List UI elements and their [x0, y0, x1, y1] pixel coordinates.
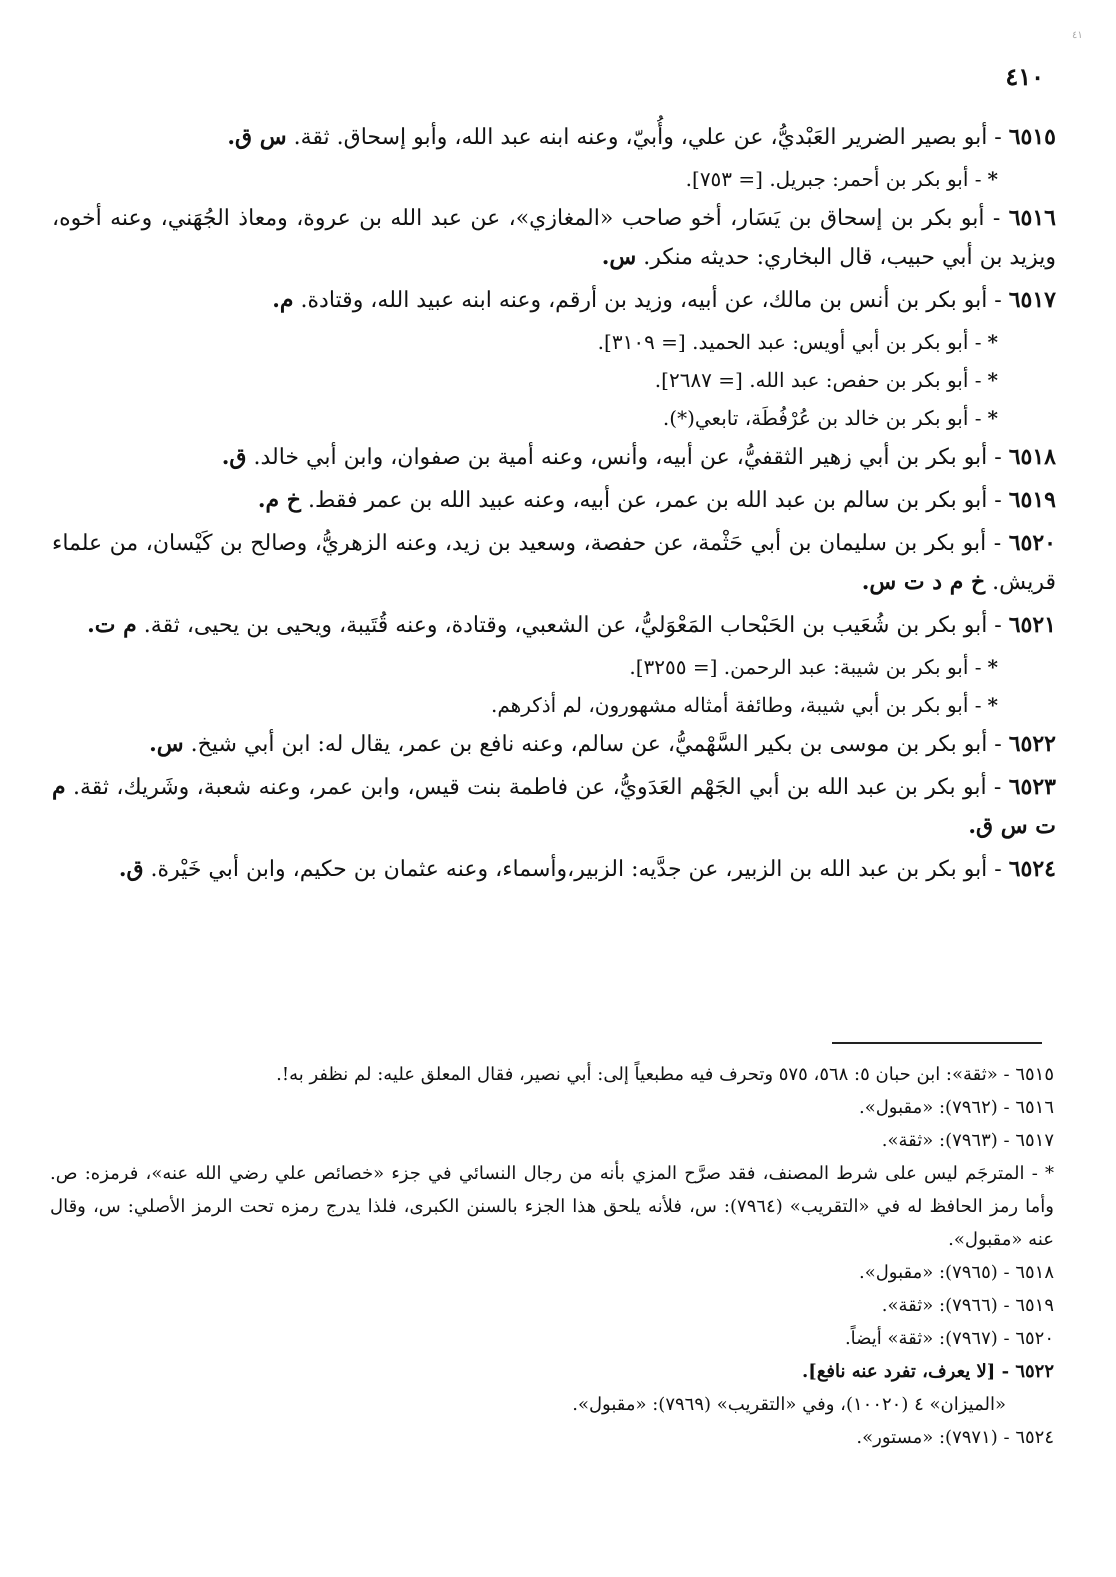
- entry-number: ٦٥٢٤: [1008, 856, 1056, 882]
- entry-number: ٦٥١٨: [1008, 444, 1056, 470]
- footnote: ٦٥١٩ - (٧٩٦٦): «ثقة».: [881, 1295, 1054, 1316]
- entry-codes: س.: [149, 731, 184, 757]
- star-marker: *: [987, 693, 998, 717]
- cross-reference-text: - أبو بكر بن أبي شيبة، وطائفة أمثاله مشهورون، لم أذكرهم.: [491, 693, 982, 717]
- entry-text: - أبو بكر بن عبد الله بن الزبير، عن جدَّيه: الزبير،وأسماء، وعنه عثمان بن حكيم، وابن أبي خَيْرة.: [150, 857, 1002, 882]
- footnote: * - المترجَم ليس على شرط المصنف، فقد صرَّح المزي بأنه من رجال النسائي في جزء «خصائص علي رضي الله عنه»، فرمزه: ص. وأما رمز الحافظ له في «التقريب» (٧٩٦٤): س، فلأنه يلحق هذا الجزء بالسنن الكبرى، فلذا يدرج رمزه تحت الرمز الأصلي: س، وقال عنه «مقبول».: [50, 1163, 1055, 1250]
- entry-text: - أبو بكر بن عبد الله بن أبي الجَهْم العَدَويُّ، عن فاطمة بنت قيس، وابن عمر، وعنه شعبة، وشَريك، ثقة.: [72, 775, 1002, 800]
- cross-reference: [52, 161, 998, 197]
- star-marker: *: [987, 330, 998, 354]
- entry-number: ٦٥٢٣: [1008, 774, 1056, 800]
- entry-text: - أبو بكر بن إسحاق بن يَسَار، أخو صاحب «المغازي»، عن عبد الله بن عروة، ومعاذ الجُهَني، وعنه أخوه، ويزيد بن أبي حبيب، قال البخاري: حديثه منكر.: [52, 206, 1056, 270]
- cross-reference: [52, 362, 998, 398]
- entry-text: - أبو بكر بن موسى بن بكير السَّهْميُّ، عن سالم، وعنه نافع بن عمر، يقال له: ابن أبي شيخ.: [190, 732, 1002, 757]
- entry-number: ٦٥٢١: [1008, 612, 1056, 638]
- cross-reference: [52, 324, 998, 360]
- cross-reference: [52, 687, 998, 723]
- main-text: [52, 118, 1056, 893]
- footnote: ٦٥١٥ - «ثقة»: ابن حبان ٥: ٥٦٨، ٥٧٥ وتحرف فيه مطبعياً إلى: أبي نصير، فقال المعلق عليه: لم نظفر به!.: [276, 1064, 1054, 1085]
- corner-mark: ٤١: [1072, 30, 1083, 41]
- biography-entry: [52, 606, 1056, 645]
- entry-text: - أبو بكر بن أنس بن مالك، عن أبيه، وزيد بن أرقم، وعنه ابنه عبيد الله، وقتادة.: [300, 288, 1002, 313]
- entry-codes: س ق.: [227, 124, 287, 150]
- biography-entry: [52, 725, 1056, 764]
- cross-reference-text: - أبو بكر بن شيبة: عبد الرحمن. [= ٣٢٥٥].: [629, 655, 982, 679]
- entry-number: ٦٥١٧: [1008, 287, 1056, 313]
- footnote: ٦٥١٦ - (٧٩٦٢): «مقبول».: [858, 1097, 1054, 1118]
- star-marker: *: [987, 655, 998, 679]
- entry-text: - أبو بكر بن شُعَيب بن الحَبْحاب المَعْوَليُّ، عن الشعبي، وقتادة، وعنه قُتَيبة، ويحيى بن يحيى، ثقة.: [143, 613, 1002, 638]
- page-number: ٤١٠: [1005, 62, 1044, 91]
- footnote: «الميزان» ٤ (١٠٠٢٠)، وفي «التقريب» (٧٩٦٩): «مقبول».: [572, 1394, 1006, 1415]
- footnotes: [50, 1058, 1054, 1454]
- entry-text: - أبو بصير الضرير العَبْديُّ، عن علي، وأُبيّ، وعنه ابنه عبد الله، وأبو إسحاق. ثقة.: [293, 125, 1002, 150]
- biography-entry: [52, 281, 1056, 320]
- biography-entry: [52, 850, 1056, 889]
- cross-reference-text: - أبو بكر بن أبي أويس: عبد الحميد. [= ٣١٠٩].: [597, 330, 982, 354]
- biography-entry: [52, 199, 1056, 277]
- cross-reference-text: - أبو بكر بن أحمر: جبريل. [= ٧٥٣].: [685, 167, 982, 191]
- star-marker: *: [987, 167, 998, 191]
- entry-codes: ق.: [221, 444, 247, 470]
- footnote: ٦٥٢٢ - [لا يعرف، تفرد عنه نافع].: [802, 1361, 1054, 1382]
- entry-codes: م ت س ق.: [52, 774, 1056, 839]
- entry-number: ٦٥٢٠: [1008, 530, 1056, 556]
- cross-reference-text: - أبو بكر بن حفص: عبد الله. [= ٢٦٨٧].: [654, 368, 982, 392]
- entry-codes: ق.: [118, 856, 144, 882]
- biography-entry: [52, 438, 1056, 477]
- cross-reference: [52, 649, 998, 685]
- entry-text: - أبو بكر بن أبي زهير الثقفيُّ، عن أبيه، وأنس، وعنه أمية بن صفوان، وابن أبي خالد.: [253, 445, 1002, 470]
- entry-codes: س.: [601, 244, 637, 270]
- cross-reference: [52, 400, 998, 436]
- entry-number: ٦٥١٩: [1008, 487, 1056, 513]
- biography-entry: [52, 118, 1056, 157]
- entry-codes: خ م.: [257, 487, 301, 513]
- footnote: ٦٥٢٤ - (٧٩٧١): «مستور».: [856, 1427, 1054, 1448]
- biography-entry: [52, 481, 1056, 520]
- entry-number: ٦٥٢٢: [1008, 731, 1056, 757]
- entry-codes: خ م د ت س.: [861, 569, 986, 595]
- entry-text: - أبو بكر بن سليمان بن أبي حَثْمة، عن حفصة، وسعيد بن زيد، وعنه الزهريُّ، وصالح بن كَيْسان، من علماء قريش.: [52, 531, 1056, 595]
- entry-text: - أبو بكر بن سالم بن عبد الله بن عمر، عن أبيه، وعنه عبيد الله بن عمر فقط.: [307, 488, 1002, 513]
- footnote-separator: [832, 1042, 1042, 1044]
- footnote: ٦٥١٨ - (٧٩٦٥): «مقبول».: [858, 1262, 1054, 1283]
- biography-entry: [52, 524, 1056, 602]
- star-marker: *: [987, 406, 998, 430]
- entry-codes: م.: [272, 287, 294, 313]
- entry-codes: م ت.: [87, 612, 137, 638]
- footnote: ٦٥١٧ - (٧٩٦٣): «ثقة».: [881, 1130, 1054, 1151]
- entry-number: ٦٥١٥: [1008, 124, 1056, 150]
- biography-entry: [52, 768, 1056, 846]
- footnote: ٦٥٢٠ - (٧٩٦٧): «ثقة» أيضاً.: [844, 1328, 1054, 1349]
- entry-number: ٦٥١٦: [1008, 205, 1056, 231]
- cross-reference-text: - أبو بكر بن خالد بن عُرْفُطَة، تابعي(*).: [662, 406, 982, 430]
- star-marker: *: [987, 368, 998, 392]
